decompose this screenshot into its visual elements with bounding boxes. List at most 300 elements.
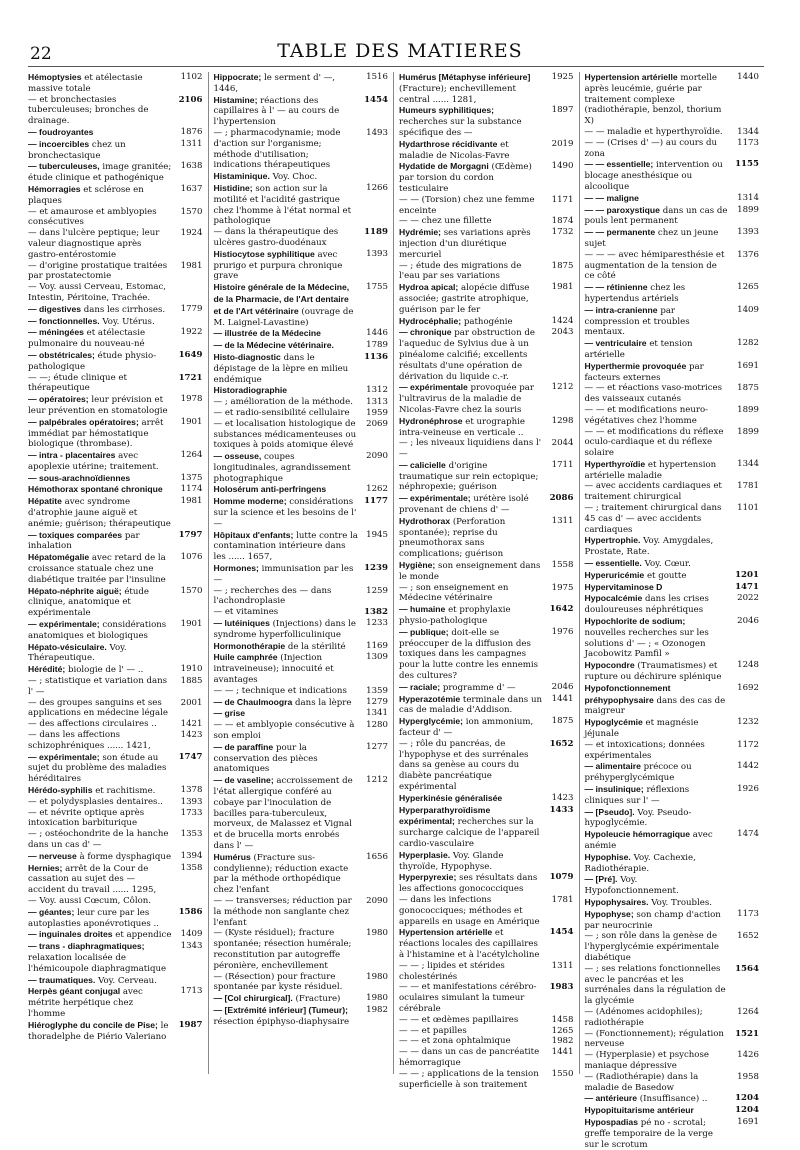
index-entry: [585, 807, 760, 830]
index-entry: [585, 72, 760, 127]
entry-text: ses résultats dans les affections gonococciques: [399, 873, 538, 895]
entry-text: — — et modifications du réflexe oculo-cardiaque et du réflexe solaire: [584, 426, 724, 459]
entry-page-number: 1652: [549, 738, 574, 749]
entry-heading: Holosérum anti-perfringens: [213, 484, 327, 495]
entry-text: — ; ostéochondrite de la hanche dans un cas d' —: [28, 829, 169, 850]
entry-text: dans les crises douloureuses néphrétiques: [584, 594, 709, 616]
index-entry: [28, 797, 203, 808]
entry-page-number: 1378: [180, 785, 203, 795]
entry-page-number: 1076: [180, 552, 203, 563]
entry-text: — d'origine prostatique traitées par prostatectomie: [28, 260, 168, 282]
entry-page-number: 2090: [366, 895, 388, 906]
index-entry: [214, 775, 389, 852]
entry-text: dans la lèpre: [295, 697, 352, 708]
entry-text: leur prévision et leur prévention en stomatologie: [28, 395, 168, 416]
index-entry: [399, 261, 574, 283]
entry-heading: — toxiques comparées: [28, 529, 123, 540]
entry-heading: — méningées: [28, 327, 84, 338]
entry-heading: Hypophyse;: [584, 908, 634, 919]
entry-page-number: 1875: [551, 260, 574, 271]
entry-page-number: 1423: [551, 792, 574, 803]
entry-text: Voy. Utérus.: [102, 316, 155, 327]
entry-page-number: 1875: [737, 383, 759, 394]
index-entry: [399, 716, 574, 739]
entry-page-number: 1173: [737, 908, 759, 919]
index-entry: [28, 139, 203, 162]
index-entry: [28, 207, 203, 229]
index-entry: [28, 986, 203, 1019]
entry-text: — (Kyste résiduel); fracture spontanée; résection humérale; reconstitution par autogreffe péronière, enchevillement: [213, 928, 352, 971]
index-entry: [399, 739, 574, 793]
entry-page-number: 1922: [180, 327, 203, 338]
entry-heading: — [Pseudo].: [584, 806, 635, 817]
index-entry: [585, 459, 760, 482]
entry-page-number: [544, 850, 574, 873]
entry-page-number: 1586: [178, 906, 203, 917]
index-entry: [214, 852, 389, 896]
index-entry: [214, 607, 389, 618]
entry-heading: Hydroa apical;: [399, 282, 459, 293]
index-entry: [399, 382, 574, 415]
entry-page-number: 1204: [735, 1093, 759, 1104]
index-entry: [399, 316, 574, 328]
entry-text: et goutte: [646, 570, 687, 581]
index-column-1: [28, 72, 208, 1074]
index-entry: [28, 719, 203, 730]
entry-text: réflexions cliniques sur l' —: [584, 785, 690, 806]
entry-page-number: 1490: [551, 161, 574, 172]
entry-page-number: 1079: [549, 872, 574, 883]
entry-heading: — expérimentale;: [399, 493, 471, 504]
index-entry: [399, 72, 574, 105]
entry-heading: Hémothorax spontané chronique: [28, 484, 163, 495]
index-entry: [214, 328, 389, 340]
entry-heading: Hyperthyroïdie: [584, 458, 646, 469]
index-entry: [585, 305, 760, 338]
index-entry: [28, 785, 203, 797]
index-entry: [585, 227, 760, 250]
entry-page-number: 1424: [551, 315, 574, 326]
index-entry: [28, 907, 203, 930]
index-entry: [399, 1036, 574, 1047]
entry-heading: — — permanente: [584, 227, 656, 238]
entry-text: — ; les niveaux liquidiens dans l' —: [399, 438, 542, 460]
entry-page-number: 1711: [551, 459, 574, 470]
entry-text: leur cure par les autoplasties aponévrotiques ..: [28, 907, 159, 929]
entry-page-number: [729, 558, 759, 570]
entry-page-number: 1797: [178, 529, 203, 540]
entry-heading: — — maligne: [584, 192, 639, 203]
entry-page-number: 1394: [180, 850, 203, 861]
entry-page-number: 2001: [180, 697, 203, 708]
index-entry: [28, 752, 203, 785]
entry-heading: — digestives: [28, 303, 82, 314]
entry-heading: Hyperkinésie généralisée: [399, 792, 503, 803]
entry-heading: Hygiène;: [399, 560, 436, 571]
entry-text: — et radio-sensibilité cellulaire: [213, 407, 350, 418]
entry-page-number: 1442: [737, 761, 759, 772]
index-entry: [399, 416, 574, 439]
entry-heading: — humaine: [399, 604, 446, 615]
entry-text: Voy. Troubles.: [651, 897, 713, 908]
entry-page-number: 1441: [551, 1047, 574, 1058]
index-entry: [214, 408, 389, 419]
entry-text: provoquée par l'ultravirus de la maladie de Nicolas-Favre chez la souris: [399, 383, 534, 415]
entry-text: et hypertension artérielle maladie: [584, 459, 717, 481]
entry-text: par compression et troubles mentaux.: [584, 305, 690, 338]
entry-page-number: 1204: [735, 1105, 759, 1116]
index-entry: [28, 730, 203, 752]
entry-text: — Voy. aussi Cerveau, Estomac, Intestin, Péritoine, Trachée.: [28, 282, 167, 303]
entry-page-number: 2106: [178, 94, 203, 105]
entry-heading: — expérimentale;: [28, 751, 100, 762]
index-entry: [399, 195, 574, 217]
entry-text: avec retard de la croissance statuale chez une diabétique traitée par l'insuline: [28, 553, 166, 585]
index-entry: [28, 72, 203, 95]
index-entry: [585, 717, 760, 740]
entry-text: Voy. Amygdales, Prostate, Rate.: [584, 536, 714, 558]
entry-heading: Hypoglycémie: [584, 717, 643, 728]
index-entry: [585, 1117, 760, 1150]
entry-text: nouvelles recherches sur les solutions d' — ; « Ozonogen Jacobowitz Pamfil »: [584, 627, 709, 660]
entry-page-number: 2086: [549, 493, 574, 504]
entry-text: par facteurs externes: [584, 361, 704, 383]
entry-text: à forme dysphagique: [79, 851, 172, 862]
entry-text: considérations anatomiques et biologiques: [28, 620, 167, 641]
page-header: [0, 0, 800, 70]
index-entry: [214, 249, 389, 282]
entry-heading: Hypofonctionnement préhypophysaire: [584, 682, 671, 705]
entry-heading: Histoire générale de la Médecine, de la Pharmacie, de l'Art dentaire et de l'Art vétérinaire: [213, 282, 350, 316]
index-entry: [214, 484, 389, 496]
entry-heading: — palpébrales opératoires;: [28, 416, 139, 427]
entry-text: terminale dans un cas de maladie d'Addison.: [399, 694, 543, 716]
entry-text: et sclérose en plaques: [28, 184, 144, 206]
index-entry: [214, 618, 389, 641]
entry-page-number: 1570: [180, 585, 203, 596]
entry-heading: — tuberculeuses,: [28, 161, 100, 172]
entry-page-number: 1262: [366, 484, 388, 495]
entry-page-number: 1876: [180, 126, 203, 137]
index-entry: [28, 261, 203, 283]
entry-heading: — — rétinienne: [584, 282, 648, 293]
entry-text: et rachitisme.: [95, 786, 156, 796]
index-entry: [28, 450, 203, 473]
index-entry: [585, 582, 760, 594]
index-entry: [28, 941, 203, 974]
entry-page-number: 1901: [180, 619, 203, 630]
entry-text: et urographie intra-veineuse en verticale ..: [399, 416, 525, 438]
index-entry: [399, 227, 574, 260]
index-entry: [585, 427, 760, 459]
index-entry: [28, 184, 203, 207]
index-entry: [214, 686, 389, 697]
entry-page-number: 1975: [551, 582, 574, 593]
entry-page-number: 1733: [180, 807, 203, 818]
entry-page-number: 1421: [180, 719, 203, 730]
entry-heading: Hypoleucie hémorragique: [584, 829, 691, 840]
index-entry: [399, 627, 574, 682]
index-entry: [585, 874, 760, 897]
entry-text: — ; pharmacodynamie; mode d'action sur l'organisme; méthode d'utilisation; indications thérapeutiques: [213, 127, 341, 171]
entry-page-number: [729, 874, 759, 897]
entry-text: — dans les infections gonococciques; méthodes et appareils en usage en Amérique: [399, 894, 540, 927]
index-entry: [585, 1105, 760, 1117]
index-entry: [399, 438, 574, 460]
entry-text: chez un bronchectasique: [28, 139, 126, 161]
entry-heading: — osseuse,: [213, 451, 262, 462]
entry-page-number: 1409: [180, 929, 203, 940]
entry-page-number: [729, 852, 759, 875]
entry-text: — (Hyperplasie) et psychose maniaque dépressive: [584, 1050, 709, 1071]
entry-heading: Hôpitaux d'enfants;: [213, 529, 294, 540]
index-entry: [399, 793, 574, 805]
entry-heading: — inguinales droites: [28, 929, 113, 940]
entry-heading: Hydrothorax: [399, 515, 451, 526]
entry-text: — Voy. aussi Cœcum, Côlon.: [28, 895, 152, 906]
entry-heading: Hyperthermie provoquée: [584, 360, 687, 371]
entry-text: (ouvrage de M. Laignel-Lavastine): [213, 306, 354, 328]
entry-heading: Hypospadias: [584, 1116, 638, 1127]
entry-text: Voy. Thérapeutique.: [28, 642, 127, 664]
entry-text: Voy. Cœur.: [644, 559, 691, 570]
entry-page-number: 2044: [551, 438, 574, 449]
index-entry: [214, 993, 389, 1005]
entry-text: — — ; technique et indications: [213, 685, 347, 696]
index-entry: [585, 338, 760, 361]
entry-heading: — [Extrémité inférieur] (Tumeur);: [213, 1004, 348, 1015]
index-entry: [214, 586, 389, 608]
entry-page-number: 1264: [737, 1006, 759, 1017]
index-entry: [399, 327, 574, 382]
entry-text: mortelle après leucémie, guérie par traitement complexe (radiothérapie, benzol, thorium X): [584, 73, 722, 127]
index-entry: [214, 282, 389, 328]
entry-text: image granitée; étude clinique et pathogénique: [28, 162, 172, 184]
entry-text: et appendice: [115, 930, 172, 941]
entry-page-number: 1981: [180, 260, 203, 271]
entry-text: coupes longitudinales, agrandissement photographique: [213, 452, 351, 484]
entry-page-number: 1265: [551, 1025, 574, 1036]
entry-text: dans un cas de pouls lent permanent: [584, 205, 728, 227]
entry-page-number: 2046: [737, 616, 759, 627]
entry-page-number: 1564: [735, 963, 759, 974]
entry-page-number: 1550: [551, 1068, 574, 1079]
index-entry: [28, 642, 203, 665]
entry-text: immunisation par les —: [213, 564, 354, 585]
entry-heading: — insulinique;: [584, 784, 644, 794]
entry-text: — des affections circulaires ..: [28, 719, 157, 730]
entry-text: (Fracture sus-condylienne); réduction exacte par la méthode orthopédique chez l'enfant: [213, 852, 349, 896]
entry-text: (Injections) dans le syndrome hyperfolliculinique: [213, 619, 356, 640]
index-entry: [399, 805, 574, 850]
index-entry: [585, 193, 760, 205]
entry-page-number: 1311: [180, 138, 203, 149]
index-entry: [399, 694, 574, 717]
index-entry: [399, 161, 574, 194]
entry-heading: — de la Médecine vétérinaire.: [213, 340, 334, 351]
entry-page-number: 1516: [366, 72, 388, 82]
entry-text: (Perforation spontanée); reprise du pneumothorax sans complications; guérison: [399, 516, 506, 560]
entry-page-number: 1423: [180, 730, 203, 741]
entry-text: — — (Torsion) chez une femme enceinte: [399, 194, 535, 216]
index-entry: [28, 95, 203, 127]
entry-text: — ; traitement chirurgical dans 45 cas d' — avec accidents cardiaques: [584, 503, 722, 535]
entry-heading: Hyperazotémie: [399, 693, 461, 704]
entry-text: de la stérilité: [287, 641, 346, 652]
index-entry: [214, 183, 389, 227]
entry-page-number: 1248: [737, 660, 759, 671]
entry-page-number: 1781: [551, 894, 574, 905]
index-entry: [28, 698, 203, 720]
entry-heading: Hypocalcémie: [584, 593, 643, 604]
entry-page-number: 1980: [366, 928, 388, 939]
index-entry: [28, 473, 203, 485]
entry-page-number: 1649: [178, 349, 203, 360]
entry-heading: Hérédité;: [28, 664, 66, 675]
entry-heading: — opératoires;: [28, 394, 89, 405]
entry-heading: Histamine;: [213, 94, 258, 105]
entry-page-number: 1359: [366, 685, 388, 696]
entry-text: et prophylaxie physio-pathologique: [399, 605, 511, 627]
entry-heading: Hydrocéphalie;: [399, 315, 462, 326]
entry-text: Voy. Choc.: [272, 172, 318, 183]
index-entry: [585, 127, 760, 138]
entry-page-number: 1945: [366, 529, 388, 540]
entry-heading: Huile camphrée: [213, 652, 278, 663]
entry-text: (Fracture); enchevillement central ...... 1281,: [399, 83, 516, 105]
entry-text: alopécie diffuse associée; gastrite atrophique, guérison par le fer: [399, 283, 530, 315]
index-entry: [399, 604, 574, 627]
entry-page-number: 1201: [735, 569, 759, 580]
index-entry: [214, 742, 389, 775]
index-entry: [585, 361, 760, 384]
entry-page-number: 1344: [737, 458, 759, 469]
entry-text: — (Radiothérapie) dans la maladie de Basedow: [584, 1071, 699, 1093]
entry-text: — dans l'ulcère peptique; leur valeur diagnostique après gastro-entérostomie: [28, 228, 160, 260]
entry-page-number: 1282: [737, 338, 759, 349]
entry-page-number: 1174: [180, 484, 203, 495]
entry-text: — dans la thérapeutique des ulcères gastro-duodénaux: [213, 227, 339, 248]
entry-heading: — incoercibles: [28, 138, 90, 149]
entry-page-number: 1493: [366, 127, 388, 138]
index-entry: [214, 72, 389, 95]
entry-page-number: 1521: [735, 1028, 759, 1039]
index-entry: [399, 460, 574, 493]
entry-heading: Hydronéphrose: [399, 415, 463, 426]
index-entry: [214, 896, 389, 928]
index-entry: [28, 327, 203, 350]
entry-page-number: 2046: [551, 681, 574, 692]
entry-text: — ; ses relations fonctionnelles avec le pancréas et les surrénales dans la régulation de la glycémie: [584, 963, 726, 1007]
index-entry: [585, 481, 760, 503]
entry-text: — et amaurose et amblyopies consécutives: [28, 206, 157, 228]
index-entry: [28, 530, 203, 553]
entry-page-number: 1885: [180, 676, 203, 687]
entry-page-number: 1312: [366, 385, 388, 396]
entry-heading: Hépatomégalie: [28, 552, 90, 563]
index-entry: [28, 552, 203, 585]
entry-page-number: 1691: [737, 360, 759, 371]
entry-page-number: [729, 897, 759, 909]
index-entry: [214, 496, 389, 529]
entry-heading: — grise: [213, 708, 246, 719]
entry-heading: Hypophise.: [584, 851, 631, 862]
entry-heading: — essentielle.: [584, 558, 642, 569]
entry-text: — ; étude des migrations de l'eau par ses variations: [399, 260, 522, 282]
entry-text: d'origine traumatique sur rein ectopique; néphropexie; guérison: [399, 460, 539, 493]
entry-heading: — [Col chirurgical].: [213, 993, 293, 1004]
index-entry: [28, 417, 203, 450]
entry-text: son action sur la motilité et l'acidité gastrique chez l'homme à l'état normal et pathologique: [213, 183, 352, 227]
entry-heading: Histiocytose syphilitique: [213, 248, 315, 259]
entry-page-number: 1732: [551, 227, 574, 238]
entry-text: — — — avec hémiparesthésie et augmentation de la tension de ce côté: [584, 249, 725, 282]
entry-heading: Hydatide de Morgagni: [399, 161, 489, 172]
entry-text: dans des cas de maigreur: [584, 695, 726, 717]
entry-heading: Hormonothérapie: [213, 640, 286, 651]
entry-heading: Hypertrophie.: [584, 535, 641, 546]
entry-page-number: 2019: [551, 138, 574, 149]
entry-text: — et localisation histologique de substances médicamenteuses ou toxiques à poids atomique élevé: [213, 418, 357, 451]
entry-page-number: [173, 282, 203, 304]
entry-text: accroissement de l'état allergique conféré au cobaye par l'inoculation de bacilles para-tuberculeux, morveux, de Malassez et Vignal et de brucella morts enrobés dans l' —: [213, 776, 353, 851]
entry-heading: — traumatiques.: [28, 974, 96, 985]
entry-heading: — sous-arachnoïdiennes: [28, 472, 131, 483]
entry-heading: — antérieure: [584, 1093, 638, 1104]
entry-page-number: 1789: [366, 340, 388, 351]
entry-text: biologie de l' — ..: [67, 665, 144, 676]
entry-page-number: 1958: [737, 1071, 759, 1082]
entry-text: — ; son rôle dans la genèse de l'hyperglycémie expérimentale diabétique: [584, 931, 719, 963]
entry-text: programme d' —: [442, 682, 516, 693]
index-entry: [399, 282, 574, 315]
entry-heading: Herpès géant conjugal: [28, 986, 121, 997]
entry-page-number: 1875: [551, 716, 574, 727]
entry-text: — — ; applications de la tension superficielle à son traitement: [399, 1068, 539, 1090]
entry-text: précoce ou préhyperglycémique: [584, 762, 692, 784]
entry-text: Voy. Cachexie, Radiothérapie.: [584, 852, 696, 874]
entry-page-number: 1279: [366, 696, 388, 707]
index-entry: [28, 929, 203, 941]
index-entry: [28, 161, 203, 184]
index-entry: [214, 720, 389, 742]
index-entry: [399, 583, 574, 605]
index-entry: [214, 340, 389, 352]
entry-text: — ; rôle du pancréas, de l'hypophyse et des surrénales dans sa genèse au cours du diabète pancréatique expérimental: [399, 738, 529, 792]
entry-text: par inhalation: [28, 530, 140, 552]
entry-page-number: 1987: [178, 1019, 203, 1030]
entry-page-number: 1924: [180, 228, 203, 239]
index-column-2: [208, 72, 394, 1074]
entry-page-number: 1264: [180, 450, 203, 461]
index-entry: [585, 1007, 760, 1029]
entry-text: — — (Crises d' —) au cours du zona: [584, 137, 718, 159]
entry-heading: — obstétricales;: [28, 349, 95, 360]
entry-heading: Humérus [Métaphyse inférieure]: [399, 72, 531, 82]
index-entry: [214, 419, 389, 451]
entry-text: urétère isolé provenant de chiens d' —: [399, 494, 529, 516]
entry-text: avec prurigo et purpura chronique grave: [213, 249, 343, 282]
entry-page-number: [173, 975, 203, 987]
index-entry: [28, 829, 203, 851]
entry-text: — des groupes sanguins et ses applications en médecine légale: [28, 697, 168, 719]
index-entry: [214, 352, 389, 385]
entry-page-number: 1341: [366, 708, 388, 719]
entry-text: doit-elle se préoccuper de la diffusion des toxiques dans les campagnes pour la lutte contre les ennemis des cultures?: [399, 627, 539, 682]
entry-page-number: 1311: [551, 515, 574, 526]
entry-text: — — et réactions vaso-motrices des vaisseaux cutanés: [584, 383, 723, 405]
entry-text: le thoradelphe de Piério Valeriano: [28, 1020, 169, 1042]
